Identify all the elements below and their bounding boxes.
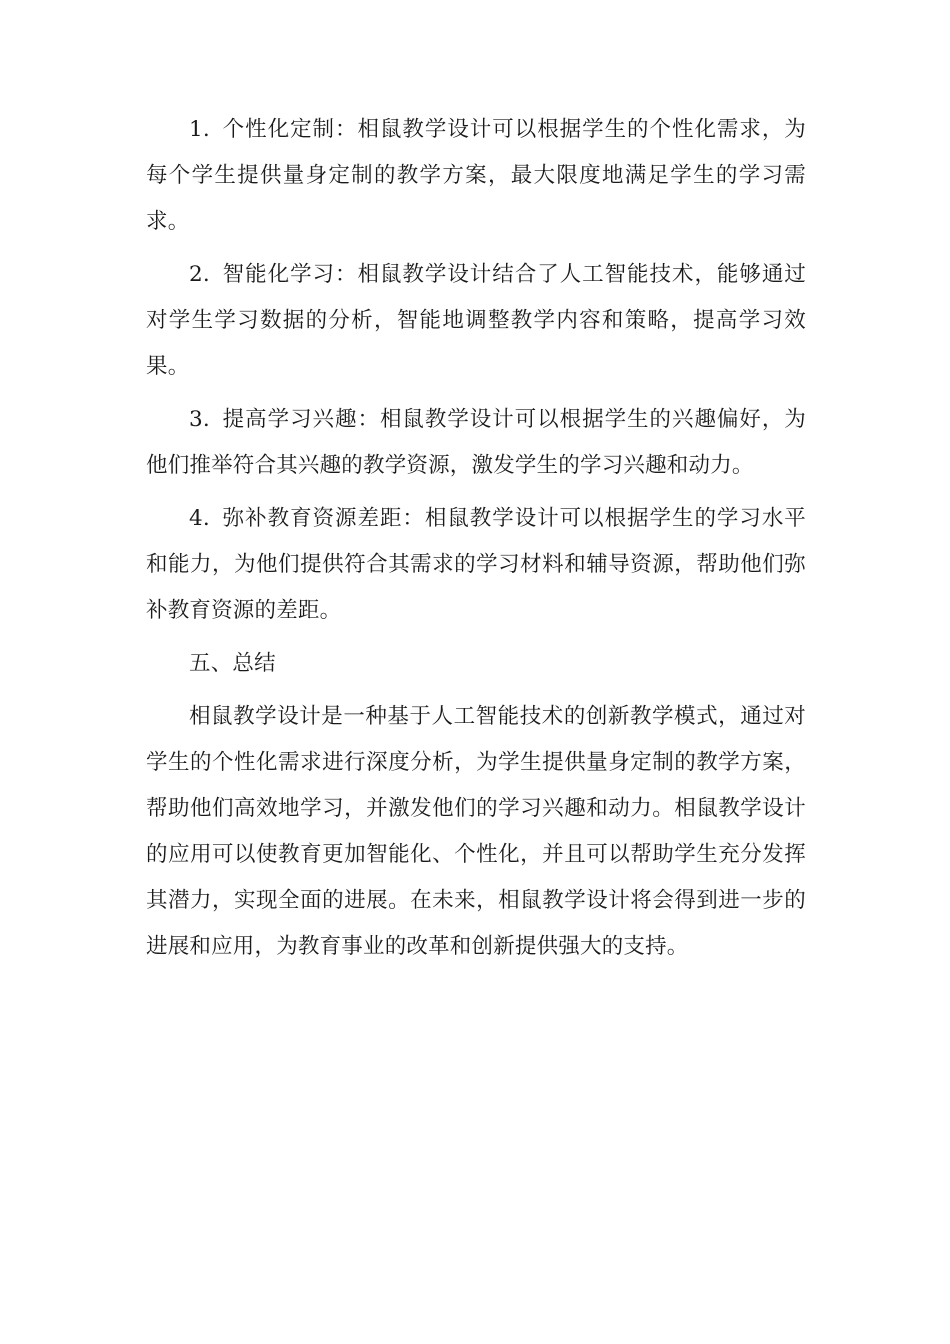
list-item-text: 提高学习兴趣：相鼠教学设计可以根据学生的兴趣偏好，为他们推举符合其兴趣的教学资源，激发学生的学习兴趣和动力。 bbox=[146, 407, 806, 478]
list-item-number: 4. bbox=[189, 506, 210, 531]
list-item-number: 3. bbox=[189, 407, 210, 432]
list-item-text: 个性化定制：相鼠教学设计可以根据学生的个性化需求，为每个学生提供量身定制的教学方案，最大限度地满足学生的学习需求。 bbox=[146, 117, 806, 234]
list-item-1 bbox=[146, 107, 806, 245]
list-item-number: 2. bbox=[189, 262, 210, 287]
list-item-3 bbox=[146, 397, 806, 489]
document-body bbox=[146, 107, 806, 977]
section-heading: 五、总结 bbox=[189, 651, 276, 676]
list-item-2 bbox=[146, 252, 806, 390]
list-item-text: 智能化学习：相鼠教学设计结合了人工智能技术，能够通过对学生学习数据的分析，智能地调整教学内容和策略，提高学习效果。 bbox=[146, 262, 806, 379]
list-item-text: 弥补教育资源差距：相鼠教学设计可以根据学生的学习水平和能力，为他们提供符合其需求的学习材料和辅导资源，帮助他们弥补教育资源的差距。 bbox=[146, 506, 806, 623]
list-item-4 bbox=[146, 496, 806, 634]
summary-paragraph: 相鼠教学设计是一种基于人工智能技术的创新教学模式，通过对学生的个性化需求进行深度分析，为学生提供量身定制的教学方案，帮助他们高效地学习，并激发他们的学习兴趣和动力。相鼠教学设计的应用可以使教育更加智能化、个性化，并且可以帮助学生充分发挥其潜力，实现全面的进展。在未来，相鼠教学设计将会得到进一步的进展和应用，为教育事业的改革和创新提供强大的支持。 bbox=[146, 704, 806, 959]
list-item-number: 1. bbox=[189, 117, 210, 142]
